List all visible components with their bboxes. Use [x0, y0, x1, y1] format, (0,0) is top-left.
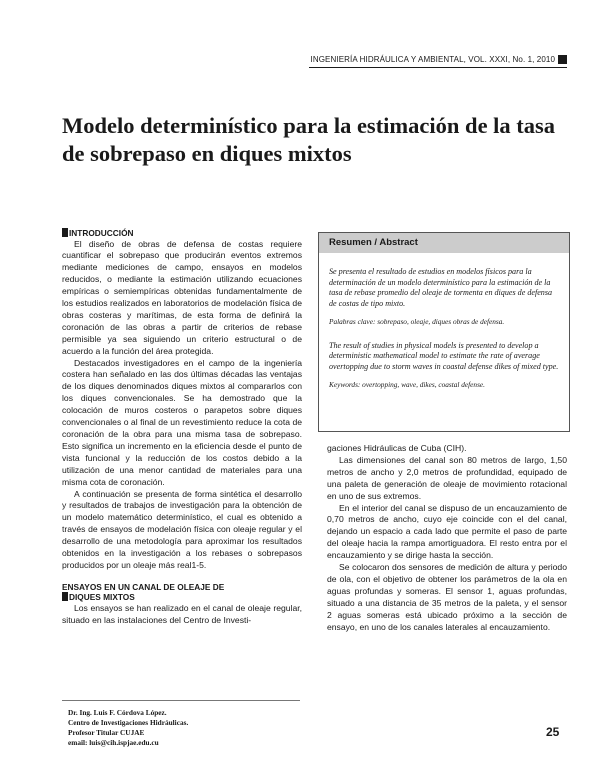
keywords-spanish: Palabras clave: sobrepaso, oleaje, diques obras de defensa.	[329, 317, 505, 326]
abstract-box	[318, 232, 570, 432]
abstract-body	[319, 253, 569, 391]
affiliation-rule	[62, 700, 300, 701]
running-header	[311, 55, 567, 64]
section-heading-introduccion	[62, 228, 302, 239]
section-marker-icon	[62, 592, 68, 601]
author-affiliation	[68, 708, 188, 748]
right-column	[327, 443, 567, 634]
left-column	[62, 228, 302, 627]
right-paragraph-4: Se colocaron dos sensores de medición de altura y periodo de ola, con el objetivo de obtener los parámetros de la ola en aguas profundas y someras. El sensor 1, aguas profundas, situado a una distancia de 35 metros de la paleta, y el sensor 2 aguas someras está ubicado próximo a la sección de ensayo, en uno de los canales laterales al encauzamiento.	[327, 562, 567, 632]
page-number: 25	[546, 725, 560, 739]
ensayos-paragraph-1: Los ensayos se han realizado en el canal de oleaje regular, situado en las instalaciones del Centro de Investi-	[62, 602, 302, 625]
author-email: email: luis@cih.ispjae.edu.cu	[68, 738, 159, 747]
right-paragraph-3: En el interior del canal se dispuso de un encauzamiento de 0,70 metros de ancho, cuyo eje coincide con el del canal, dejando un espacio a cada lado que permite el paso de parte del oleaje hacia la rampa amortiguadora. El resto entra por el encauzamiento y se dirige hasta la sección.	[327, 502, 567, 561]
abstract-heading: Resumen / Abstract	[319, 233, 569, 253]
running-header-text: INGENIERÍA HIDRÁULICA Y AMBIENTAL, VOL. XXXI, No. 1, 2010	[310, 55, 555, 64]
keywords-english: Keywords: overtopping, wave, dikes, coastal defense.	[329, 380, 485, 389]
intro-paragraph-1: El diseño de obras de defensa de costas requiere cuantificar el sobrepaso que producirán eventos extremos mediante mediciones de campo, ensayos en modelos reducidos, o mediante la estimación utilizando ecuaciones empíricas o semiempíricas obtenidas fundamentalmente de los estudios realizados en laboratorios de modelación física de obras costeras y marítimas, de esta forma de definirá la coronación de las obras a partir de criterios de rebase permisible ya sea siguiendo un criterio estructural o de acuerdo a la función del área protegida.	[62, 238, 302, 356]
abstract-english: The result of studies in physical models is presented to develop a deterministic mathematical model to estimate the rate of average overtopping due to storm waves in coastal defense dikes of mixed type.	[329, 340, 559, 371]
header-square-icon	[558, 55, 567, 64]
section-heading-ensayos	[62, 582, 302, 603]
section-heading-text: INTRODUCCIÓN	[69, 228, 134, 238]
intro-paragraph-2: Destacados investigadores en el campo de la ingeniería costera han señalado en las dos últimas décadas las ventajas de los diques denominados diques mixtos al compararlos con los diques convencionales. Se ha demostrado que la colocación de muros costeros o parapetos sobre diques convencionales o al final de un revestimiento reduce la cota de coronación de la obra para una misma tasa de sobrepaso. Esto significa un incremento en la eficiencia desde el punto de vista funcional y la reducción de los costos debido a la utilización de una menor cantidad de materiales para una misma cota de coronación.	[62, 357, 302, 487]
header-rule	[309, 67, 567, 68]
section-marker-icon	[62, 228, 68, 237]
section-heading-text-line1: ENSAYOS EN UN CANAL DE OLEAJE DE	[62, 581, 225, 592]
section-heading-text-line2: DIQUES MIXTOS	[69, 592, 135, 603]
intro-paragraph-3: A continuación se presenta de forma sintética el desarrollo y resultados de trabajos de investigación para la obtención de un modelo matemático determinístico, el cual es obtenido a través de ensayos de modelación física con oleaje regular y el desarrollo de una metodología para aproximar los resultados obtenidos en la investigación a los rebases o sobrepasos producidos por un oleaje más real1-5.	[62, 488, 302, 570]
author-position: Profesor Titular CUJAE	[68, 728, 145, 737]
abstract-spanish: Se presenta el resultado de estudios en modelos físicos para la determinación de un modelo determinístico para la estimación de la tasa de rebase promedio del oleaje de tormenta en diques de defensa de costas de tipo mixto.	[329, 267, 553, 308]
article-title: Modelo determinístico para la estimación de la tasa de sobrepaso en diques mixtos	[62, 113, 556, 167]
author-institution: Centro de Investigaciones Hidráulicas.	[68, 718, 189, 727]
author-name: Dr. Ing. Luis F. Córdova López.	[68, 708, 167, 717]
right-paragraph-1: gaciones Hidráulicas de Cuba (CIH).	[327, 443, 467, 453]
right-paragraph-2: Las dimensiones del canal son 80 metros de largo, 1,50 metros de ancho y 2,0 metros de profundidad, equipado de una paleta de generación de oleaje de movimiento rotacional en uno de sus extremos.	[327, 454, 567, 501]
